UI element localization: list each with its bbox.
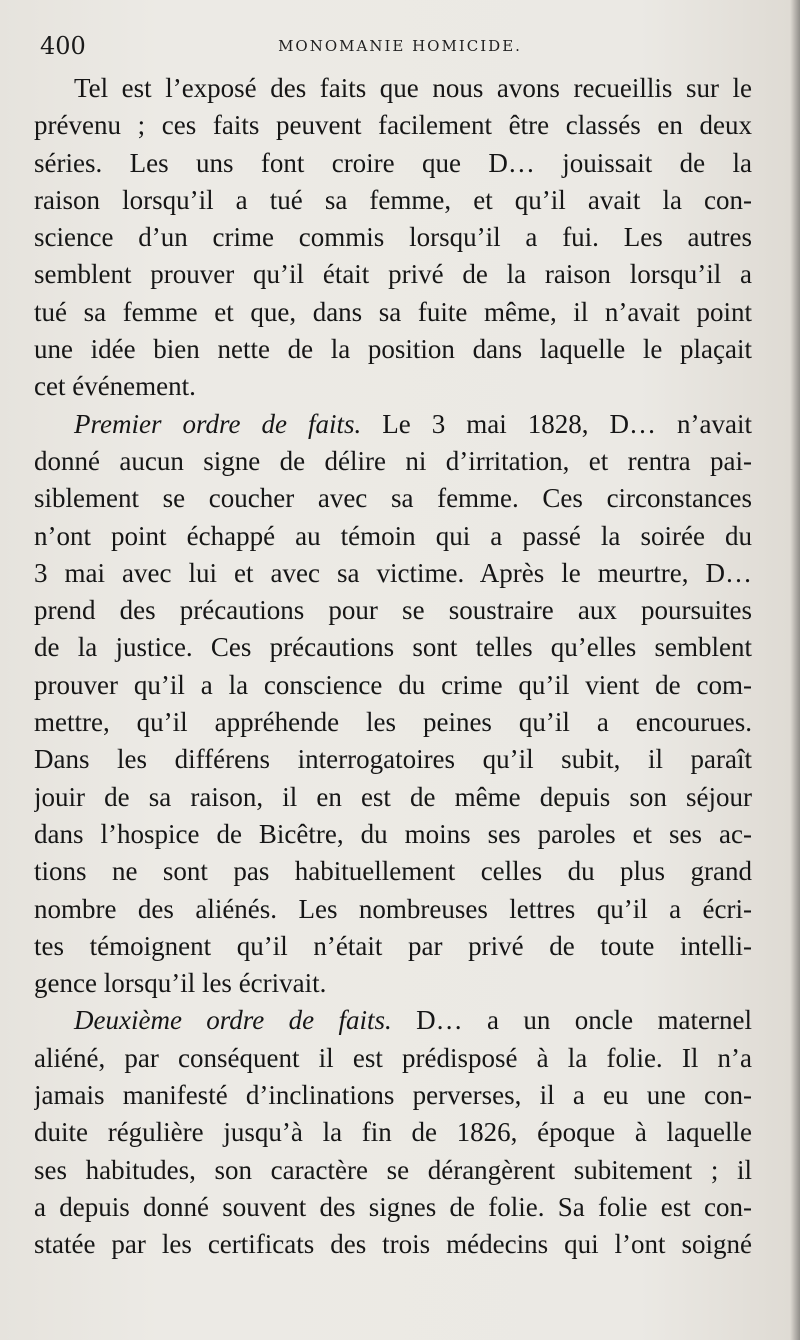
text-line: statée par les certificats des trois médecins qui l’ont soigné bbox=[34, 1229, 752, 1260]
paragraph-2 bbox=[34, 406, 752, 1003]
text-line: prend des précautions pour se soustraire aux poursuites bbox=[34, 595, 752, 626]
text-line: mettre, qu’il appréhende les peines qu’il a encourues. bbox=[34, 707, 752, 738]
text-line: raison lorsqu’il a tué sa femme, et qu’il avait la con- bbox=[34, 184, 752, 215]
text-line: n’ont point échappé au témoin qui a passé la soirée du bbox=[34, 520, 752, 551]
text-line: duite régulière jusqu’à la fin de 1826, époque à laquelle bbox=[34, 1117, 752, 1148]
text-line: séries. Les uns font croire que D… jouissait de la bbox=[34, 147, 752, 178]
text-line: Dans les différens interrogatoires qu’il subit, il paraît bbox=[34, 744, 752, 775]
text-line: prouver qu’il a la conscience du crime qu’il vient de com- bbox=[34, 669, 752, 700]
text-line: semblent prouver qu’il était privé de la raison lorsqu’il a bbox=[34, 259, 752, 290]
text-line bbox=[34, 1002, 752, 1039]
text-line: une idée bien nette de la position dans laquelle le plaçait bbox=[34, 334, 752, 365]
page-number: 400 bbox=[40, 32, 86, 60]
text-line: jouir de sa raison, il en est de même depuis son séjour bbox=[34, 781, 752, 812]
text-line: tes témoignent qu’il n’était par privé de toute intelli- bbox=[34, 930, 752, 961]
text-line: siblement se coucher avec sa femme. Ces circonstances bbox=[34, 483, 752, 514]
text-line: gence lorsqu’il les écrivait. bbox=[34, 968, 327, 999]
text-line: nombre des aliénés. Les nombreuses lettres qu’il a écri- bbox=[34, 893, 752, 924]
text-run: D… a un oncle maternel bbox=[391, 1005, 752, 1036]
text-line bbox=[34, 406, 752, 443]
text-line: aliéné, par conséquent il est prédisposé à la folie. Il n’a bbox=[34, 1042, 752, 1073]
text-line: tué sa femme et que, dans sa fuite même, il n’avait point bbox=[34, 296, 752, 327]
text-line: ses habitudes, son caractère se dérangèrent subitement ; il bbox=[34, 1154, 752, 1185]
section-lead: Deuxième ordre de faits. bbox=[74, 1005, 392, 1036]
text-line: Tel est l’exposé des faits que nous avons recueillis sur le bbox=[74, 73, 752, 103]
text-line: dans l’hospice de Bicêtre, du moins ses paroles et ses ac- bbox=[34, 818, 752, 849]
text-line: science d’un crime commis lorsqu’il a fui. Les autres bbox=[34, 222, 752, 253]
text-line: tions ne sont pas habituellement celles du plus grand bbox=[34, 856, 752, 887]
text-line: donné aucun signe de délire ni d’irritation, et rentra pai- bbox=[34, 445, 752, 476]
text-run: Le 3 mai 1828, D… n’avait bbox=[361, 408, 752, 439]
body-text bbox=[34, 70, 752, 1264]
text-line: cet événement. bbox=[34, 371, 196, 402]
text-line: jamais manifesté d’inclinations perverses, il a eu une con- bbox=[34, 1080, 752, 1111]
text-line: a depuis donné souvent des signes de folie. Sa folie est con- bbox=[34, 1191, 752, 1222]
paragraph-3 bbox=[34, 1002, 752, 1263]
text-line: 3 mai avec lui et avec sa victime. Après le meurtre, D… bbox=[34, 557, 752, 588]
page-header bbox=[40, 28, 760, 68]
paragraph-1 bbox=[34, 70, 752, 406]
text-line: de la justice. Ces précautions sont telles qu’elles semblent bbox=[34, 632, 752, 663]
running-head: MONOMANIE HOMICIDE. bbox=[278, 37, 522, 55]
text-line: prévenu ; ces faits peuvent facilement être classés en deux bbox=[34, 110, 752, 141]
section-lead: Premier ordre de faits. bbox=[74, 408, 362, 439]
